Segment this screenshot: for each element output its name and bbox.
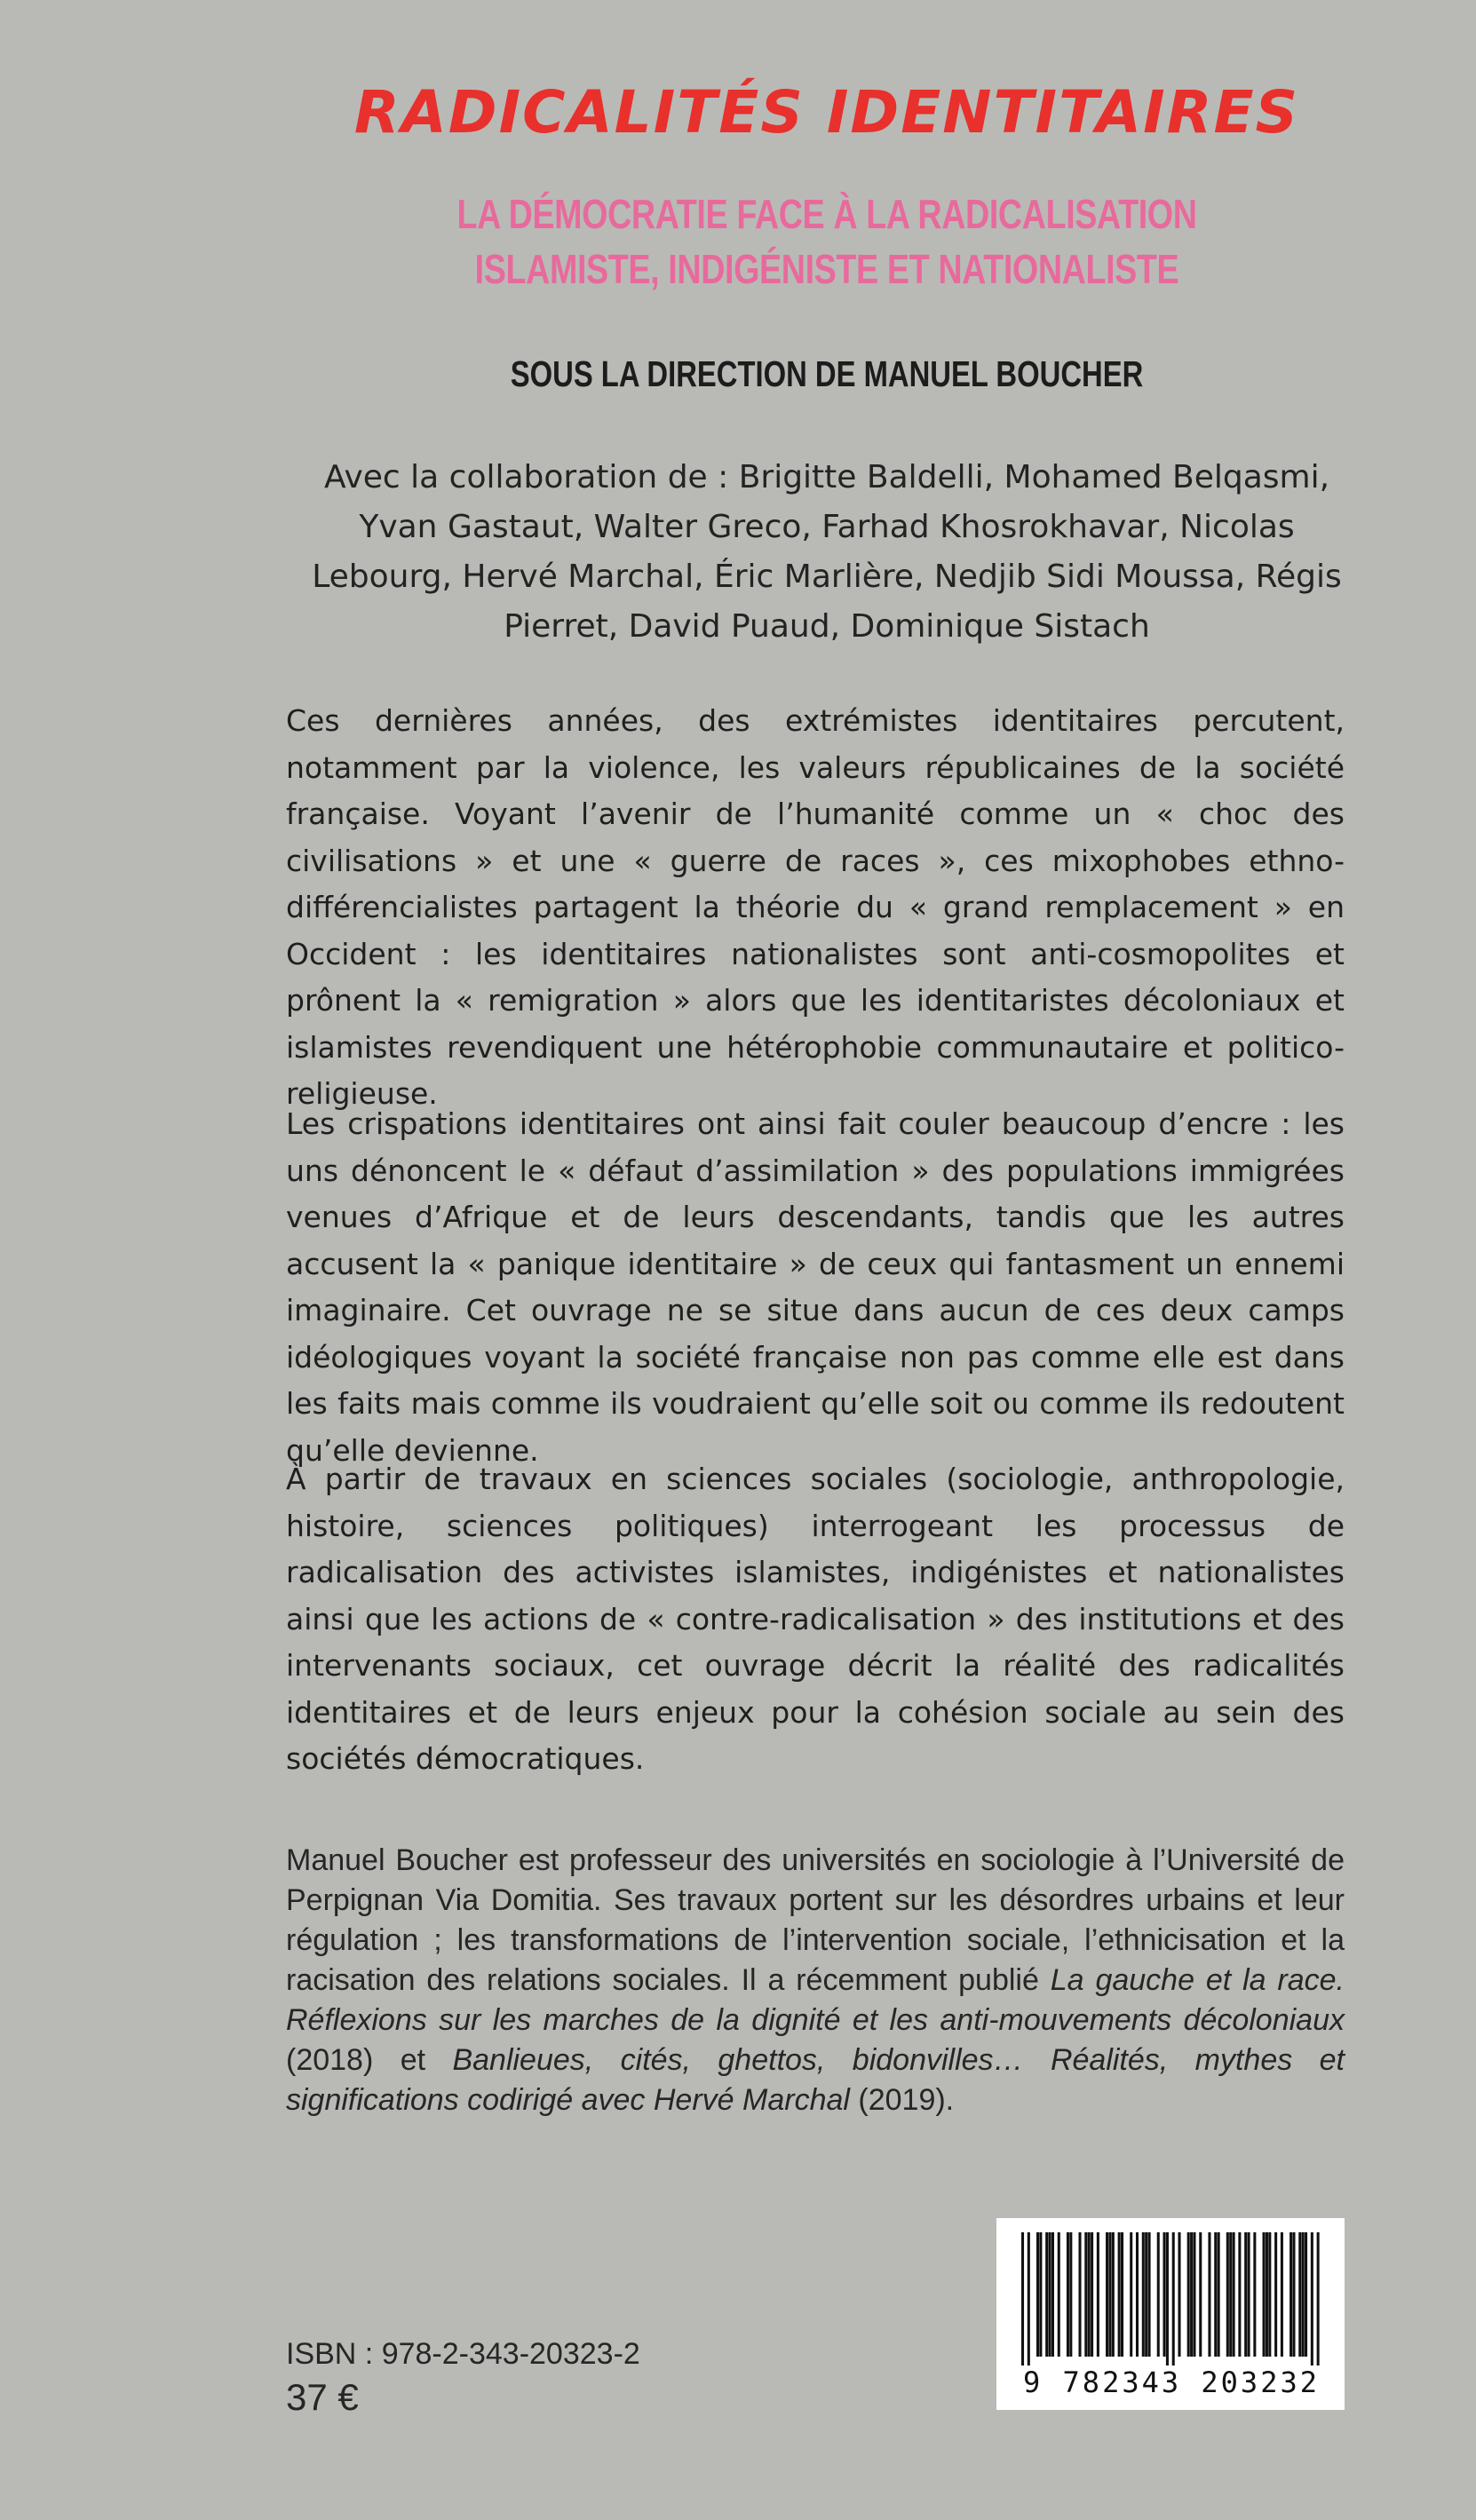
barcode-bar	[1266, 2232, 1268, 2357]
barcode-bar	[1051, 2232, 1054, 2357]
blurb-paragraph-3: À partir de travaux en sciences sociales (sociologie, anthropologie, histoire, sciences politiques) interrogeant les processus de radicalisation des activistes islamistes, indigénistes et nationalistes ainsi que les actions de « contre-radicalisation » des institutions et des intervenants sociaux, cet ouvrage décrit la réalité des radicalités identitaires et de leurs enjeux pour la cohésion sociale au sein des sociétés démocratiques.	[286, 1462, 1345, 1776]
barcode-bar	[1157, 2232, 1160, 2357]
book-title: RADICALITÉS IDENTITAIRES	[353, 78, 1300, 147]
barcode-bar	[1118, 2232, 1121, 2357]
subtitle-line-2: ISLAMISTE, INDIGÉNISTE ET NATIONALISTE	[474, 246, 1179, 292]
blurb-paragraph-1: Ces dernières années, des extrémistes identitaires percutent, notamment par la violence, les valeurs républicaines de la société française. Voyant l’avenir de l’humanité comme un « choc des civilisations » et une « guerre de races », ces mixophobes ethno-différencialistes partagent la théorie du « grand remplacement » en Occident : les identitaires nationalistes sont anti-cosmopolites et prônent la « remigration » alors que les identitaristes décoloniaux et islamistes revendiquent une hétérophobie communautaire et politico-religieuse.	[286, 703, 1345, 1111]
barcode-bar	[1311, 2232, 1313, 2365]
barcode-digits: 9 782343 203232	[1023, 2365, 1320, 2399]
barcode-bar	[1021, 2232, 1024, 2365]
barcode-bar	[1229, 2232, 1232, 2357]
barcode-bar	[1233, 2232, 1235, 2357]
barcode-bar	[1268, 2232, 1271, 2357]
barcode-bar	[1069, 2232, 1072, 2357]
barcode-bar	[1208, 2232, 1210, 2357]
barcode-bar	[1088, 2232, 1091, 2357]
barcode-bar	[1028, 2232, 1030, 2365]
barcode-bar	[1097, 2232, 1099, 2357]
barcode-bar	[1045, 2232, 1048, 2357]
barcode-bar	[1130, 2232, 1132, 2357]
barcode-bar	[1106, 2232, 1108, 2357]
barcode-bar	[1281, 2232, 1283, 2357]
barcode-bar	[1166, 2232, 1169, 2365]
book-subtitle	[368, 186, 1287, 297]
barcode-bar	[1248, 2232, 1250, 2357]
barcode-bars-icon	[1021, 2232, 1320, 2365]
barcode-bar	[1108, 2232, 1111, 2357]
barcode	[996, 2218, 1345, 2410]
barcode-bar	[1136, 2232, 1139, 2357]
barcode-bar	[1226, 2232, 1229, 2357]
barcode-bar	[1172, 2232, 1175, 2365]
barcode-bar	[1218, 2232, 1220, 2357]
barcode-bar	[1292, 2232, 1295, 2357]
bio-book-2: Banlieues, cités, ghettos, bidonvilles… Réalités, mythes et significations codirigé avec Hervé Marchal	[286, 2043, 1345, 2117]
editor-line: SOUS LA DIRECTION DE MANUEL BOUCHER	[510, 353, 1144, 394]
barcode-bar	[1199, 2232, 1202, 2357]
barcode-bar	[1290, 2232, 1292, 2357]
barcode-bar	[1142, 2232, 1145, 2357]
barcode-bar	[1078, 2232, 1081, 2357]
barcode-bar	[1091, 2232, 1093, 2357]
isbn: ISBN : 978-2-343-20323-2	[286, 2337, 640, 2371]
barcode-bar	[1305, 2232, 1307, 2357]
subtitle-line-1: LA DÉMOCRATIE FACE À LA RADICALISATION	[456, 191, 1197, 237]
barcode-bar	[1253, 2232, 1256, 2357]
price: 37 €	[286, 2376, 359, 2418]
barcode-bar	[1317, 2232, 1320, 2365]
barcode-bar	[1263, 2232, 1266, 2357]
barcode-bar	[1302, 2232, 1305, 2357]
barcode-bar	[1067, 2232, 1069, 2357]
collaborators: Avec la collaboration de : Brigitte Baldelli, Mohamed Belqasmi, Yvan Gastaut, Walter Greco, Farhad Khosrokhavar, Nicolas Lebourg, Hervé Marchal, Éric Marlière, Nedjib Sidi Moussa, Régis Pierret, David Puaud, Dominique Sistach	[312, 459, 1342, 645]
barcode-bar	[1298, 2232, 1301, 2357]
barcode-bar	[1145, 2232, 1147, 2357]
bio-book-1: La gauche et la race. Réflexions sur les marches de la dignité et les anti-mouvements décoloniaux	[286, 1963, 1345, 2037]
barcode-bar	[1214, 2232, 1217, 2357]
barcode-bar	[1187, 2232, 1190, 2357]
barcode-bar	[1178, 2232, 1180, 2357]
barcode-bar	[1084, 2232, 1087, 2357]
barcode-bar	[1190, 2232, 1193, 2357]
barcode-bar	[1244, 2232, 1247, 2357]
author-bio	[286, 1841, 1345, 2120]
barcode-bar	[1112, 2232, 1115, 2357]
bio-text-3: (2019).	[849, 2083, 955, 2117]
barcode-bar	[1039, 2232, 1042, 2357]
bio-text-1: Manuel Boucher est professeur des universités en sociologie à l’Université de Perpignan Via Domitia. Ses travaux portent sur les désordres urbains et leur régulation ; les transformations de l’intervention sociale, l’ethnicisation et la racisation des relations sociales. Il a récemment publié	[286, 1843, 1345, 1997]
barcode-bar	[1148, 2232, 1151, 2357]
barcode-bar	[1121, 2232, 1123, 2357]
bio-text-2: (2018) et	[286, 2043, 453, 2077]
barcode-bar	[1274, 2232, 1277, 2357]
barcode-bar	[1036, 2232, 1039, 2357]
blurb-paragraph-2: Les crispations identitaires ont ainsi fait couler beaucoup d’encre : les uns dénoncent le « défaut d’assimilation » des populations immigrées venues d’Afrique et de leurs descendants, tandis que les autres accusent la « panique identitaire » de ceux qui fantasment un ennemi imaginaire. Cet ouvrage ne se situe dans aucun de ces deux camps idéologiques voyant la société française non pas comme elle est dans les faits mais comme ils voudraient qu’elle soit ou comme ils redoutent qu’elle devienne.	[286, 1106, 1345, 1468]
barcode-bar	[1193, 2232, 1195, 2357]
barcode-bar	[1049, 2232, 1051, 2357]
barcode-bar	[1238, 2232, 1241, 2357]
barcode-bar	[1058, 2232, 1060, 2357]
barcode-bar	[1163, 2232, 1166, 2357]
